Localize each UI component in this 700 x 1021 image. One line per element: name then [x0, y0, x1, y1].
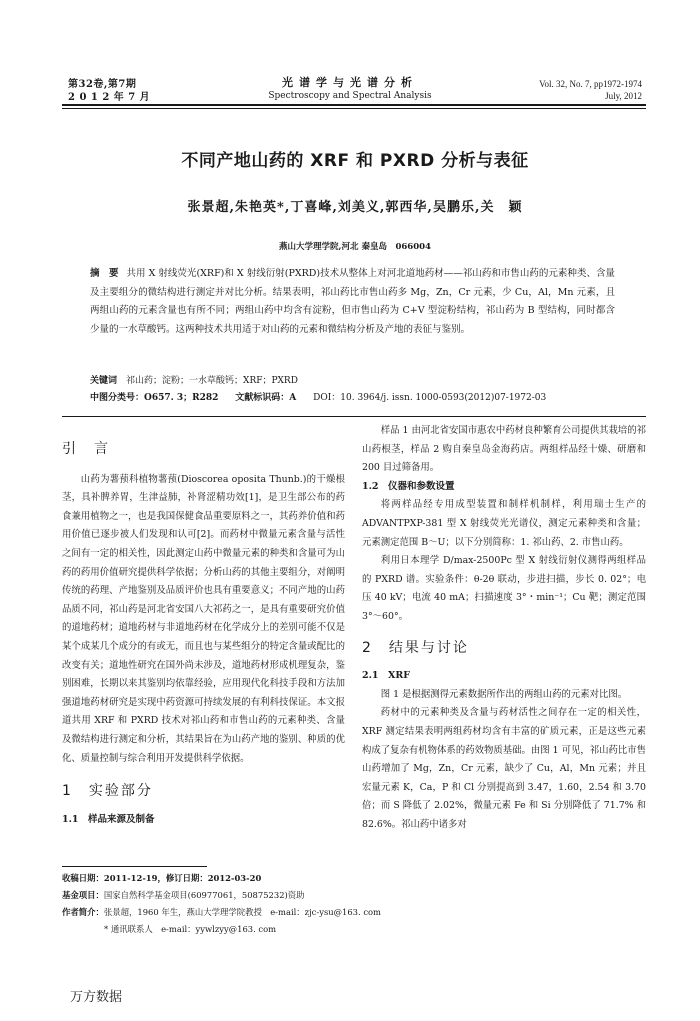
running-header-right [539, 78, 642, 102]
abstract [90, 265, 615, 339]
instrument-paragraph-2: 利用日本理学 D/max-2500Pc 型 X 射线衍射仪测得两组样品的 PXRD 谱。实验条件：θ-2θ 联动，步进扫描，步长 0. 02°；电压 40 kV；电流 40 mA；扫描速度 3°・min⁻¹；Cu 靶；测定范围 3°～60°。 [362, 555, 646, 622]
section-2-heading: 2 结果与讨论 [362, 639, 469, 656]
abstract-text: 共用 X 射线荧光(XRF)和 X 射线衍射(PXRD)技术从整体上对河北道地药材——祁山药和市售山药的元素种类、含量及主要组分的微结构进行测定并对比分析。结果表明，祁山药比市售山药多 Mg，Zn，Cr 元素，少 Cu，Al，Mn 元素，且两组山药的元素含量也有所不同；两组山药中均含有淀粉，但市售山药为 C+V 型淀粉结构，祁山药为 B 型结构，同时都含少量的一水草酸钙。这两种技术共用适于对山药的元素和微结构分析及产地的表征与鉴别。 [90, 268, 615, 335]
footnote-rule [62, 866, 207, 867]
right-column [362, 422, 646, 834]
intro-paragraph: 山药为薯蓣科植物薯蓣(Dioscorea oposita Thunb.)的干燥根茎，具补脾养胃，生津益肺，补肾涩精功效[1]，是卫生部公布的药食兼用植物之一，也是我国保健食品重要原料之一，其药养价值和药用价值已逐步被人们发现和认可[2]。而药材中微量元素含量与活性之间有一定的相关性，因此测定山药中微量元素的种类和含量可为山药的药用价值研究提供科学依据；分析山药的其他主要组分，对阐明传统的药理、产地鉴别及品质评价也具有重要意义；不同产地的山药品质不同，祁山药是河北省安国八大祁药之一，是具有重要研究价值的道地药材；道地药材与非道地药材在化学成分上的差别可能不仅是某个成某几个成分的有或无，而且也与某些组分的特定含量或配比的改变有关；道地性研究在国外尚未涉及，道地药材形成机理复杂，鉴别困难，长期以来其鉴别均依靠经验，应用现代化科技手段和方法加强道地药材研究是实现中药资源可持续发展的有利科技保证。本文报道共用 XRF 和 PXRD 技术对祁山药和市售山药的元素种类、含量及微结构进行测定和分析，其结果旨在为山药产地的鉴别、种质的优化、质量控制与综合利用开发提供科学依据。 [62, 473, 345, 764]
document-code: 文献标识码：A [235, 393, 297, 403]
abstract-rule [62, 416, 646, 417]
fund-label: 基金项目： [62, 890, 104, 900]
doi: DOI：10. 3964/j. issn. 1000-0593(2012)07-1972-03 [313, 393, 547, 403]
corresponding-author: * 通讯联系人 e-mail：yywlzyy@163. com [104, 924, 277, 934]
keywords-label: 关键词 [90, 376, 118, 386]
running-header-center [220, 76, 480, 102]
volume-issue-cn: 第32卷,第7期 [68, 79, 137, 90]
volume-issue-en: Vol. 32, No. 7, pp1972-1974 [539, 79, 642, 89]
author-bio-line [62, 904, 622, 921]
author-bio-label: 作者简介： [62, 907, 104, 917]
running-header-left [68, 78, 150, 104]
affiliation: 燕山大学理学院,河北 秦皇岛 066004 [279, 242, 431, 252]
keywords-text: 祁山药；淀粉；一水草酸钙；XRF；PXRD [126, 376, 298, 386]
date-cn: 2 0 1 2 年 7 月 [68, 92, 151, 103]
header-rule-thin [62, 108, 646, 109]
left-column [62, 440, 345, 829]
paper-title: 不同产地山药的 XRF 和 PXRD 分析与表征 [181, 151, 529, 171]
intro-heading: 引 言 [62, 441, 110, 457]
section-2-1-heading: 2.1 XRF [362, 670, 411, 682]
watermark: 万方数据 [70, 990, 123, 1005]
figure-reference-paragraph: 图 1 是根据测得元素数据所作出的两组山药的元素对比图。 [380, 688, 628, 700]
section-1-heading: 1 实验部分 [62, 783, 153, 800]
fund-line [62, 887, 622, 904]
date-en: July, 2012 [605, 91, 642, 101]
section-1-1-heading: 1.1 样品来源及制备 [62, 813, 155, 825]
author-list: 张景超,朱艳英*,丁喜峰,刘美义,郭西华,吴鹏乐,关 颖 [187, 200, 523, 215]
footnotes [62, 870, 622, 938]
author-bio-text: 张景超，1960 年生，燕山大学理学院教授 e-mail：zjc-ysu@163. com [103, 907, 381, 917]
results-paragraph: 药材中的元素种类及含量与药材活性之间存在一定的相关性，XRF 测定结果表明两组药材均含有丰富的矿质元素，正是这些元素构成了复杂有机物体系的药效物质基础。由图 1 可见，祁山药比市售山药增加了 Mg，Zn，Cr 元素，缺少了 Cu，Al，Mn 元素；并且宏量元素 K，Ca，P 和 Cl 分别提高到 3.47，1.60，2.54 和 3.70 倍；而 S 降低了 2.02%，微量元素 Fe 和 Si 分别降低了 71.7% 和 82.6%。祁山药中诸多对 [362, 707, 646, 830]
classification-line [90, 391, 650, 405]
section-1-2-heading: 1.2 仪器和参数设置 [362, 480, 455, 492]
clc-number: 中图分类号：O657. 3；R282 [90, 393, 219, 403]
received-date: 收稿日期：2011-12-19，修订日期：2012-03-20 [62, 873, 262, 883]
journal-name-cn: 光谱学与光谱分析 [282, 76, 418, 89]
header-rule-thick [62, 104, 646, 106]
keywords [90, 374, 615, 388]
journal-name-en: Spectroscopy and Spectral Analysis [268, 91, 432, 101]
instrument-paragraph-1: 将两样品经专用成型装置和制样机制样，利用瑞士生产的 ADVANTPXP-381 型 X 射线荧光光谱仪，测定元素种类和含量；元素测定范围 B～U；以下分别简称：1. 祁山药、2. 市售山药。 [362, 499, 646, 548]
fund-text: 国家自然科学基金项目(60977061，50875232)资助 [103, 890, 305, 900]
abstract-label: 摘 要 [90, 268, 119, 279]
sample-paragraph: 样品 1 由河北省安国市惠农中药材良种繁育公司提供其栽培的祁山药根茎，样品 2 购自秦皇岛金海药店。两组样品经十燥、研磨和 200 目过筛备用。 [362, 425, 646, 474]
